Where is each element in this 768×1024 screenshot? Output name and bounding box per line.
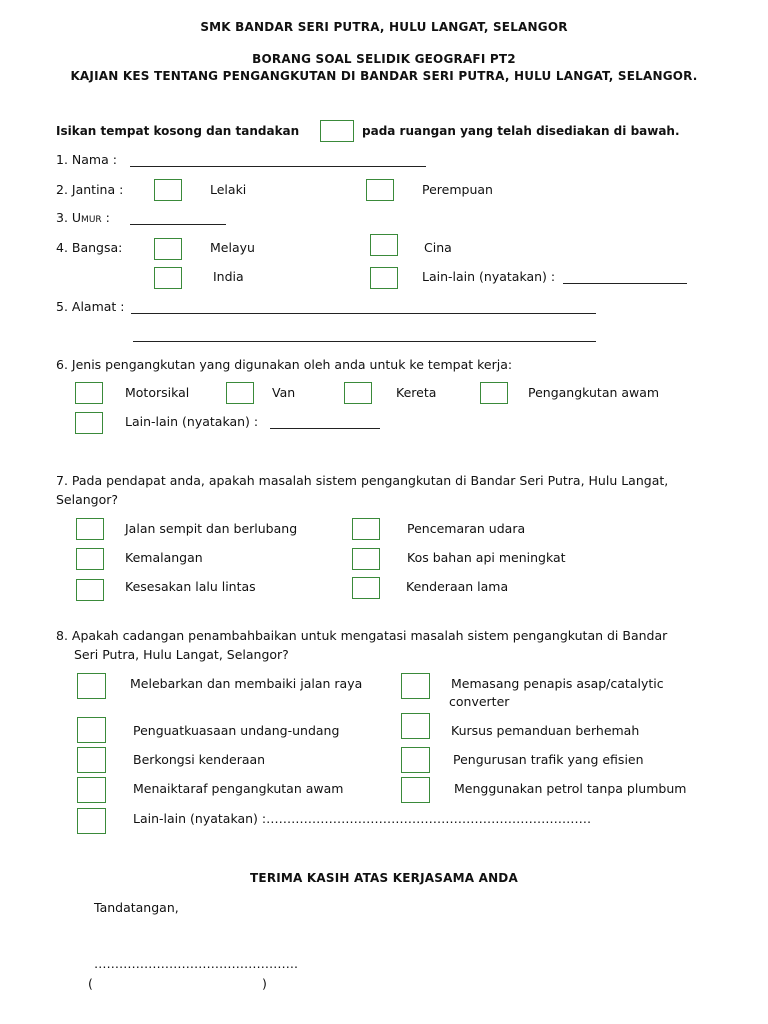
instruction-before: Isikan tempat kosong dan tandakan [56, 124, 300, 138]
q5-address-field-1[interactable] [131, 313, 596, 314]
q7-opt-kesesakan: Kesesakan lalu lintas [125, 579, 256, 594]
q7-checkbox-kesesakan[interactable] [76, 579, 104, 601]
q6-opt-motorsikal: Motorsikal [125, 385, 190, 400]
q8-opt-kursus-pemanduan: Kursus pemanduan berhemah [451, 723, 640, 738]
q7-opt-jalan-sempit: Jalan sempit dan berlubang [125, 521, 298, 536]
q5-address-field-2[interactable] [133, 341, 596, 342]
q8-opt-penguatkuasaan: Penguatkuasaan undang-undang [133, 723, 340, 738]
example-checkbox [320, 120, 354, 142]
q7-opt-kenderaan-lama: Kenderaan lama [406, 579, 509, 594]
q2-opt-lelaki: Lelaki [210, 182, 247, 197]
q8-opt-lain-lain: Lain-lain (nyatakan) :…………………………………………………………………… [133, 811, 592, 826]
q8-checkbox-menaiktaraf[interactable] [77, 777, 106, 803]
q6-other-field[interactable] [270, 428, 380, 429]
q6-checkbox-van[interactable] [226, 382, 254, 404]
q6-checkbox-pengangkutan-awam[interactable] [480, 382, 508, 404]
q2-opt-perempuan: Perempuan [422, 182, 493, 197]
q4-checkbox-cina[interactable] [370, 234, 398, 256]
q8-question-line1: 8. Apakah cadangan penambahbaikan untuk mengatasi masalah sistem pengangkutan di Bandar [56, 628, 668, 643]
q8-opt-penapis-asap-line2: converter [449, 694, 510, 709]
q7-checkbox-jalan-sempit[interactable] [76, 518, 104, 540]
q8-checkbox-penguatkuasaan[interactable] [77, 717, 106, 743]
q7-opt-kemalangan: Kemalangan [125, 550, 203, 565]
q3-age-field[interactable] [130, 224, 226, 225]
q3-age-label: 3. Umur : [56, 210, 110, 225]
form-title: BORANG SOAL SELIDIK GEOGRAFI PT2 [252, 52, 516, 66]
q4-opt-india: India [213, 269, 244, 284]
q8-opt-berkongsi: Berkongsi kenderaan [133, 752, 266, 767]
q6-checkbox-lain-lain[interactable] [75, 412, 103, 434]
q4-checkbox-lain-lain[interactable] [370, 267, 398, 289]
q6-opt-van: Van [272, 385, 296, 400]
q7-checkbox-kenderaan-lama[interactable] [352, 577, 380, 599]
q8-checkbox-melebarkan[interactable] [77, 673, 106, 699]
q7-question-line1: 7. Pada pendapat anda, apakah masalah sistem pengangkutan di Bandar Seri Putra, Hulu Langat, [56, 473, 669, 488]
name-paren-open: ( [88, 976, 93, 991]
q8-checkbox-pengurusan-trafik[interactable] [401, 747, 430, 773]
q8-opt-penapis-asap-line1: Memasang penapis asap/catalytic [451, 676, 664, 691]
q5-address-label: 5. Alamat : [56, 299, 125, 314]
q8-checkbox-penapis-asap[interactable] [401, 673, 430, 699]
q7-opt-pencemaran-udara: Pencemaran udara [407, 521, 526, 536]
q8-checkbox-berkongsi[interactable] [77, 747, 106, 773]
q8-question-line2: Seri Putra, Hulu Langat, Selangor? [74, 647, 289, 662]
q1-name-field[interactable] [130, 166, 426, 167]
name-paren-close: ) [262, 976, 267, 991]
signature-label: Tandatangan, [94, 900, 179, 915]
q6-opt-kereta: Kereta [396, 385, 437, 400]
q6-opt-lain-lain: Lain-lain (nyatakan) : [125, 414, 259, 429]
instruction-after: pada ruangan yang telah disediakan di bawah. [362, 124, 680, 138]
q4-checkbox-india[interactable] [154, 267, 182, 289]
q4-opt-lain-lain: Lain-lain (nyatakan) : [422, 269, 556, 284]
q6-checkbox-motorsikal[interactable] [75, 382, 103, 404]
q6-question: 6. Jenis pengangkutan yang digunakan oleh anda untuk ke tempat kerja: [56, 357, 513, 372]
q8-opt-petrol-tanpa-plumbum: Menggunakan petrol tanpa plumbum [454, 781, 687, 796]
q4-opt-melayu: Melayu [210, 240, 255, 255]
q4-race-label: 4. Bangsa: [56, 240, 123, 255]
signature-line[interactable]: …………………………………………. [94, 956, 298, 971]
q4-other-field[interactable] [563, 283, 687, 284]
q7-checkbox-pencemaran-udara[interactable] [352, 518, 380, 540]
q7-question-line2: Selangor? [56, 492, 119, 507]
q7-checkbox-kemalangan[interactable] [76, 548, 104, 570]
q4-opt-cina: Cina [424, 240, 452, 255]
q7-opt-kos-bahan-api: Kos bahan api meningkat [407, 550, 566, 565]
q4-checkbox-melayu[interactable] [154, 238, 182, 260]
q7-checkbox-kos-bahan-api[interactable] [352, 548, 380, 570]
q8-checkbox-kursus-pemanduan[interactable] [401, 713, 430, 739]
q8-opt-melebarkan: Melebarkan dan membaiki jalan raya [130, 676, 363, 691]
q2-checkbox-lelaki[interactable] [154, 179, 182, 201]
q2-checkbox-perempuan[interactable] [366, 179, 394, 201]
q8-opt-menaiktaraf: Menaiktaraf pengangkutan awam [133, 781, 344, 796]
school-name: SMK BANDAR SERI PUTRA, HULU LANGAT, SELANGOR [200, 20, 568, 34]
q2-gender-label: 2. Jantina : [56, 182, 124, 197]
q8-checkbox-petrol-tanpa-plumbum[interactable] [401, 777, 430, 803]
q8-opt-pengurusan-trafik: Pengurusan trafik yang efisien [453, 752, 644, 767]
q8-checkbox-lain-lain[interactable] [77, 808, 106, 834]
study-title: KAJIAN KES TENTANG PENGANGKUTAN DI BANDAR SERI PUTRA, HULU LANGAT, SELANGOR. [70, 69, 698, 83]
thanks-text: TERIMA KASIH ATAS KERJASAMA ANDA [250, 871, 518, 885]
q6-opt-pengangkutan-awam: Pengangkutan awam [528, 385, 660, 400]
q6-checkbox-kereta[interactable] [344, 382, 372, 404]
q1-name-label: 1. Nama : [56, 152, 117, 167]
